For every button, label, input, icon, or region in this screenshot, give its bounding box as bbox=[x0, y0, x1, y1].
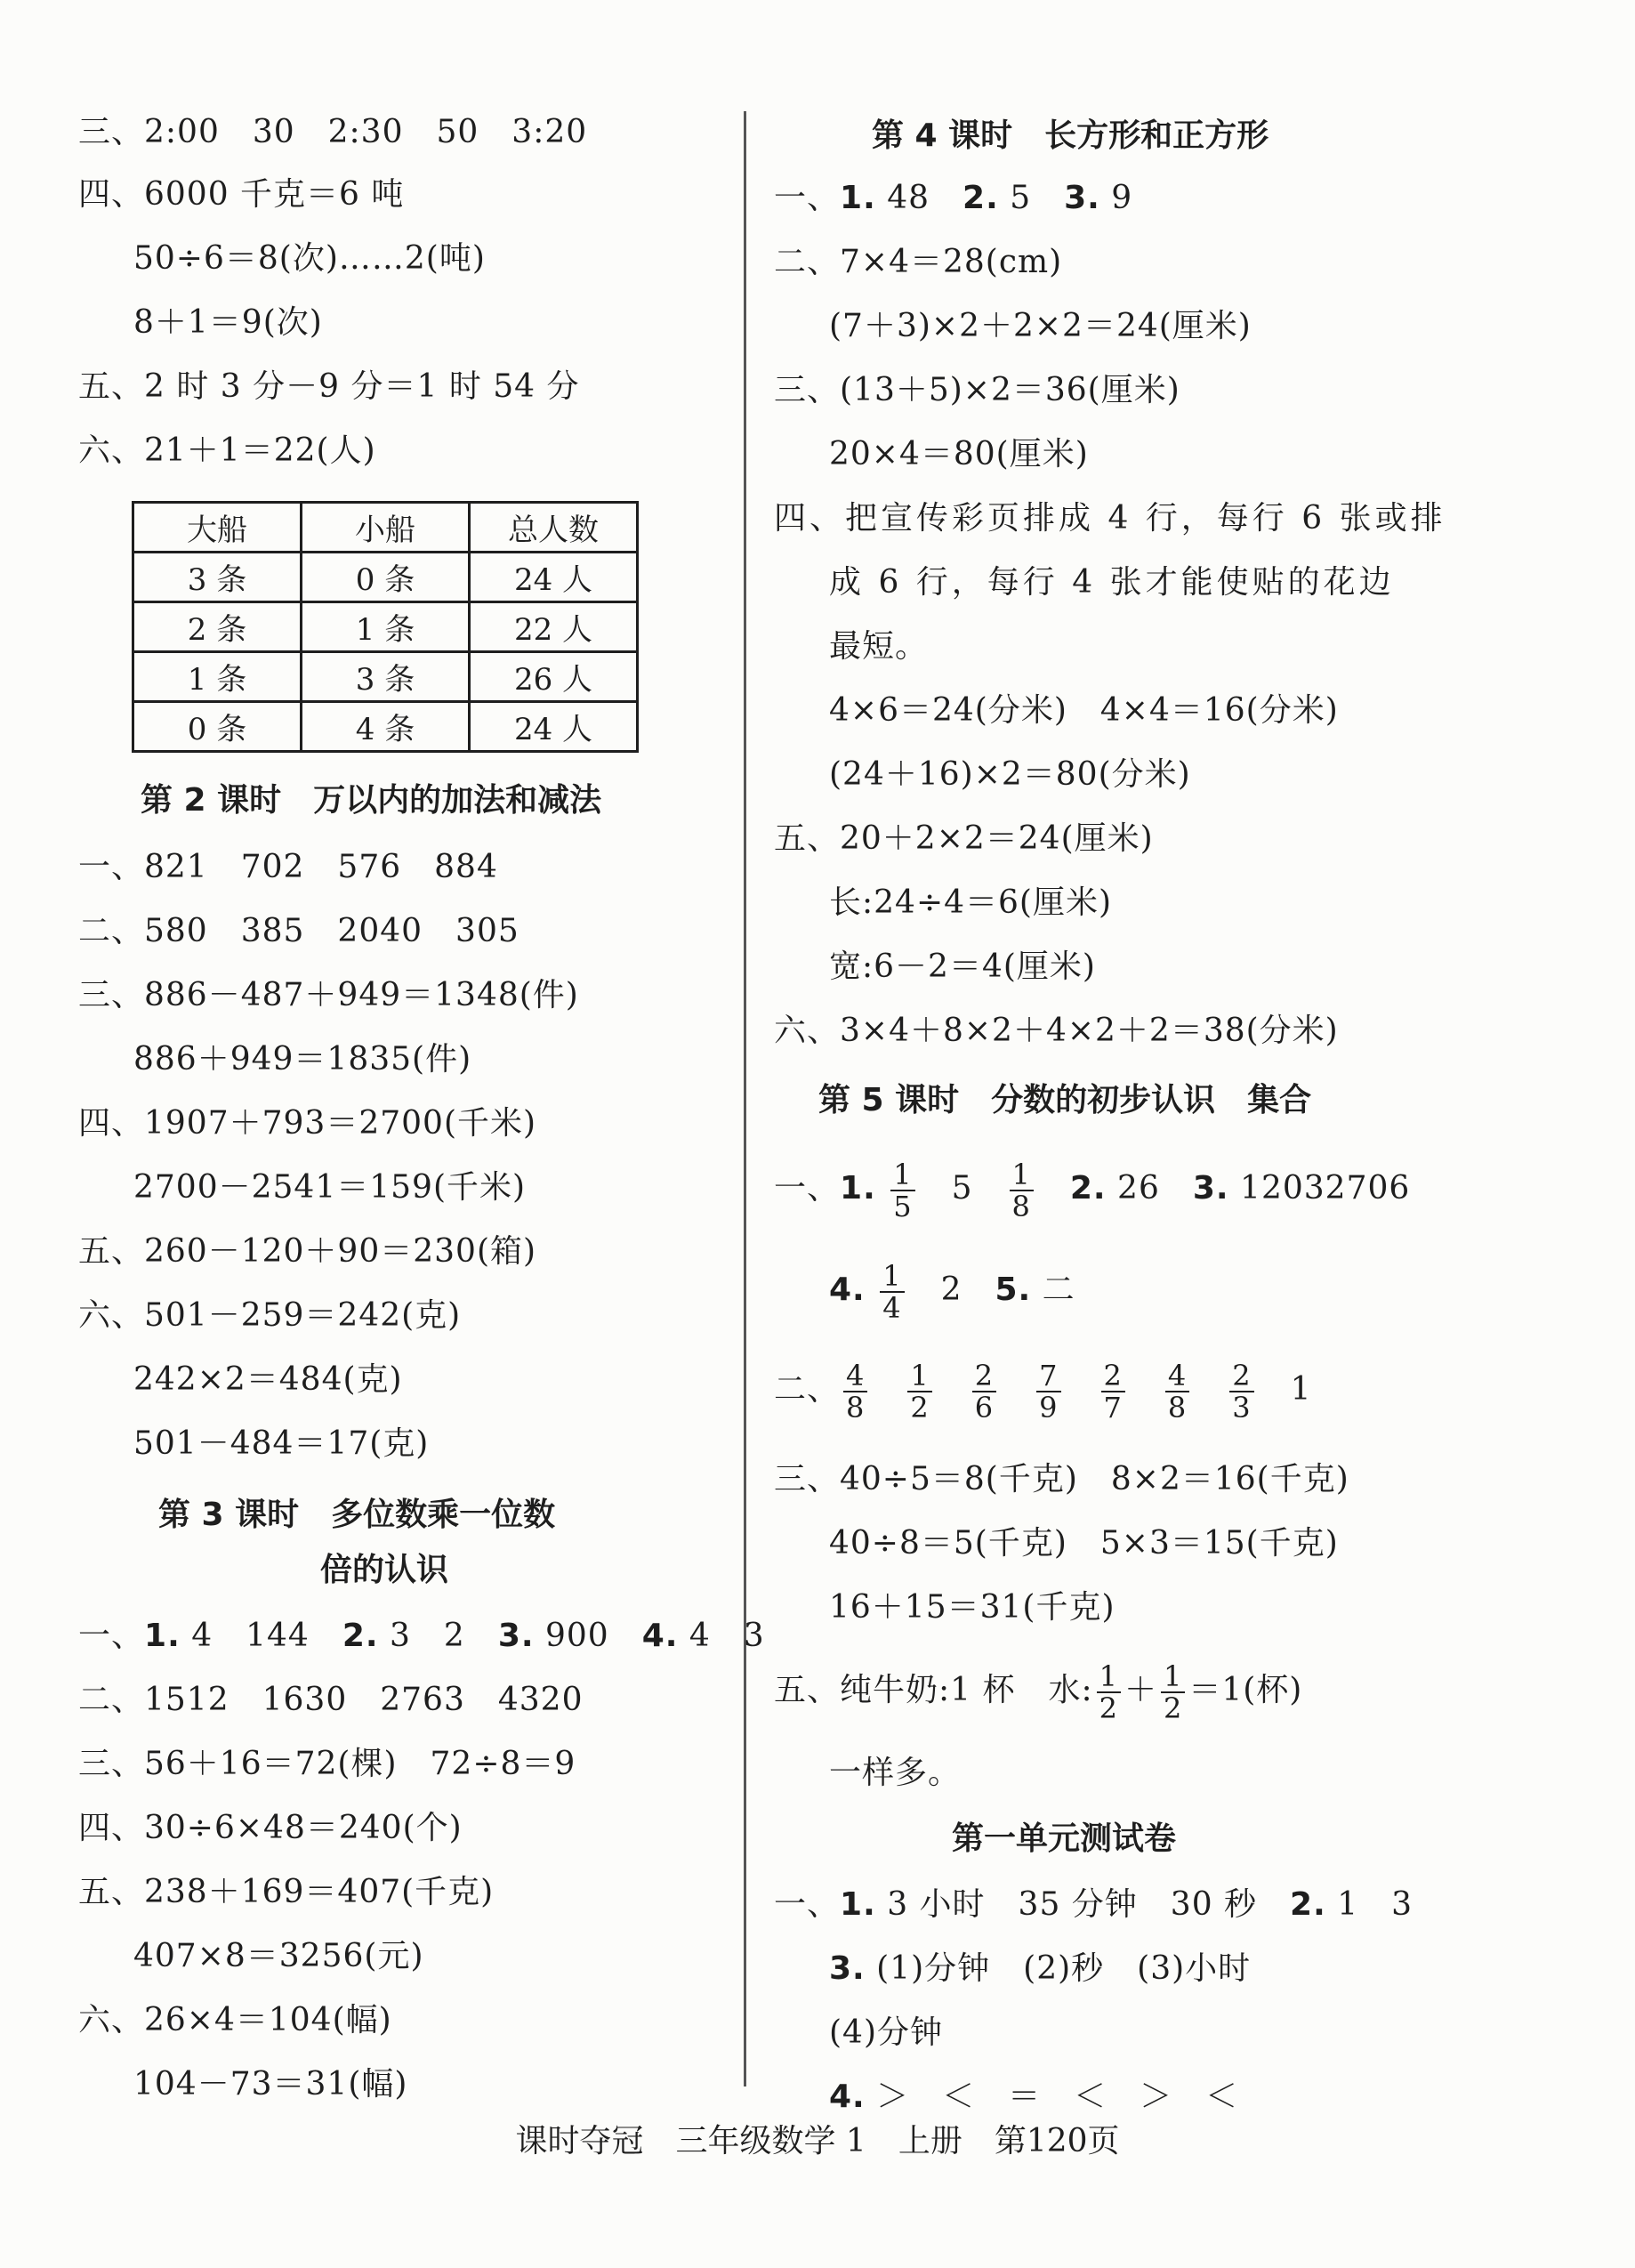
section-heading: 第 3 课时 多位数乘一位数 bbox=[158, 1497, 556, 1533]
item-number: 1. bbox=[840, 1170, 876, 1207]
table-header-cell: 小船 bbox=[302, 503, 470, 553]
table-cell: 2 条 bbox=[133, 602, 302, 652]
fraction: $\frac{7}{9}$ bbox=[1036, 1360, 1060, 1423]
table-cell: 26 人 bbox=[470, 652, 638, 702]
answer-line: 三、886－487＋949＝1348(件) bbox=[78, 977, 579, 1013]
item-number: 3. bbox=[829, 1950, 866, 1987]
boat-table bbox=[132, 501, 639, 753]
table-cell: 3 条 bbox=[302, 652, 470, 702]
answer-line: 16＋15＝31(千克) bbox=[829, 1589, 1116, 1626]
answer-line: 8＋1＝9(次) bbox=[133, 304, 323, 341]
answer-line: 2700－2541＝159(千米) bbox=[133, 1169, 527, 1206]
table-row bbox=[133, 553, 638, 602]
answer-line: 宽:6－2＝4(厘米) bbox=[829, 948, 1096, 985]
answer-line: 成 6 行，每行 4 张才能使贴的花边 bbox=[829, 564, 1395, 601]
item-answer: 5 bbox=[998, 180, 1065, 216]
fraction: $\frac{1}{8}$ bbox=[1010, 1159, 1034, 1222]
table-cell: 4 条 bbox=[302, 702, 470, 752]
answer-line bbox=[829, 1255, 1075, 1326]
item-answer: 二 bbox=[1031, 1271, 1075, 1308]
item-answer: 26 bbox=[1106, 1170, 1193, 1207]
item-answer: 2 bbox=[940, 1271, 962, 1308]
item-answer: 900 bbox=[534, 1618, 642, 1654]
item-number: 4. bbox=[641, 1618, 679, 1654]
table-cell: 1 条 bbox=[302, 602, 470, 652]
section-heading: 第 5 课时 分数的初步认识 集合 bbox=[818, 1082, 1312, 1118]
line-prefix: 五、纯牛奶:1 杯 水: bbox=[774, 1672, 1093, 1708]
item-answer: 1 3 bbox=[1325, 1886, 1414, 1923]
answer-line: 242×2＝484(克) bbox=[133, 1361, 403, 1398]
answer-line: (4)分钟 bbox=[829, 2014, 943, 2051]
item-answer: ＝1(杯) bbox=[1188, 1672, 1303, 1708]
fraction: $\frac{4}{8}$ bbox=[1165, 1360, 1189, 1423]
answer-line bbox=[829, 1949, 1251, 1990]
table-header-row bbox=[133, 503, 638, 553]
item-number: 3. bbox=[497, 1618, 535, 1654]
item-number: 3. bbox=[1064, 180, 1100, 216]
answer-line: 二、7×4＝28(cm) bbox=[774, 244, 1063, 280]
answer-line: 六、501－259＝242(克) bbox=[78, 1297, 462, 1334]
item-answer: ＞ ＜ ＝ ＜ ＞ ＜ bbox=[865, 2078, 1239, 2115]
section-heading: 第 4 课时 长方形和正方形 bbox=[872, 117, 1269, 154]
answer-line: 五、260－120＋90＝230(箱) bbox=[78, 1233, 537, 1270]
answer-line: 104－73＝31(幅) bbox=[133, 2066, 408, 2103]
item-number: 2. bbox=[342, 1618, 379, 1654]
line-prefix: 一、 bbox=[774, 180, 841, 216]
answer-line bbox=[774, 178, 1132, 219]
table-cell: 24 人 bbox=[470, 553, 638, 602]
answer-line: 五、238＋169＝407(千克) bbox=[78, 1874, 495, 1910]
answer-line: 4×6＝24(分米) 4×4＝16(分米) bbox=[829, 692, 1339, 729]
item-answer: 48 bbox=[875, 180, 963, 216]
item-number: 2. bbox=[1069, 1170, 1107, 1207]
answer-line: 三、40÷5＝8(千克) 8×2＝16(千克) bbox=[774, 1461, 1349, 1497]
fraction: $\frac{1}{5}$ bbox=[890, 1159, 914, 1222]
answer-line: (7＋3)×2＋2×2＝24(厘米) bbox=[829, 308, 1252, 344]
answer-line: 四、把宣传彩页排成 4 行，每行 6 张或排 bbox=[774, 500, 1446, 537]
table-cell: 3 条 bbox=[133, 553, 302, 602]
fraction: $\frac{2}{7}$ bbox=[1101, 1360, 1125, 1423]
item-number: 4. bbox=[829, 2078, 866, 2115]
answer-line: 五、2 时 3 分－9 分＝1 时 54 分 bbox=[78, 368, 580, 405]
answer-line: 一样多。 bbox=[829, 1755, 962, 1791]
item-number: 4. bbox=[829, 1271, 866, 1308]
item-number: 2. bbox=[962, 180, 999, 216]
answer-line bbox=[774, 1354, 1312, 1425]
answer-line: 一、821 702 576 884 bbox=[78, 849, 498, 885]
line-prefix: 一、 bbox=[774, 1170, 841, 1207]
answer-line: 二、580 385 2040 305 bbox=[78, 913, 519, 949]
item-answer: 12032706 bbox=[1228, 1170, 1411, 1207]
answer-line bbox=[78, 1616, 765, 1657]
table-cell: 1 条 bbox=[133, 652, 302, 702]
answer-line: 长:24÷4＝6(厘米) bbox=[829, 884, 1113, 921]
fraction: $\frac{1}{2}$ bbox=[1097, 1661, 1121, 1723]
table-header-cell: 总人数 bbox=[470, 503, 638, 553]
line-prefix: 一、 bbox=[78, 1618, 145, 1654]
fraction: $\frac{4}{8}$ bbox=[843, 1360, 867, 1423]
fraction: $\frac{2}{3}$ bbox=[1229, 1360, 1253, 1423]
item-answer: 5 bbox=[951, 1170, 973, 1207]
item-answer: 3 小时 35 分钟 30 秒 bbox=[875, 1886, 1291, 1923]
answer-line: 四、30÷6×48＝240(个) bbox=[78, 1810, 463, 1846]
table-cell: 0 条 bbox=[133, 702, 302, 752]
answer-line: 六、3×4＋8×2＋4×2＋2＝38(分米) bbox=[774, 1013, 1339, 1049]
answer-line: 六、26×4＝104(幅) bbox=[78, 2002, 392, 2038]
line-prefix: 二、 bbox=[774, 1371, 841, 1408]
item-answer: 4 144 bbox=[180, 1618, 342, 1654]
fraction: $\frac{1}{2}$ bbox=[907, 1360, 931, 1423]
answer-line: 六、21＋1＝22(人) bbox=[78, 432, 376, 469]
answer-line: 五、20＋2×2＝24(厘米) bbox=[774, 820, 1154, 857]
answer-line: 407×8＝3256(元) bbox=[133, 1938, 424, 1974]
answer-line: 三、2:00 30 2:30 50 3:20 bbox=[78, 114, 588, 150]
fraction: $\frac{2}{6}$ bbox=[972, 1360, 996, 1423]
table-row bbox=[133, 652, 638, 702]
section-heading: 第 2 课时 万以内的加法和减法 bbox=[141, 782, 602, 819]
table-cell: 22 人 bbox=[470, 602, 638, 652]
line-prefix: 一、 bbox=[774, 1886, 841, 1923]
item-number: 1. bbox=[144, 1618, 181, 1654]
page-footer: 课时夺冠 三年级数学 1 上册 第120页 bbox=[515, 2123, 1120, 2159]
item-number: 2. bbox=[1290, 1886, 1326, 1923]
item-number: 3. bbox=[1192, 1170, 1229, 1207]
answer-line: 50÷6＝8(次)……2(吨) bbox=[133, 240, 486, 277]
answer-line: 40÷8＝5(千克) 5×3＝15(千克) bbox=[829, 1525, 1339, 1562]
answer-line: (24＋16)×2＝80(分米) bbox=[829, 756, 1191, 793]
table-header-cell: 大船 bbox=[133, 503, 302, 553]
answer-line bbox=[829, 2077, 1238, 2118]
fraction: $\frac{1}{2}$ bbox=[1161, 1661, 1185, 1723]
answer-line bbox=[774, 1885, 1413, 1925]
item-answer: 9 bbox=[1099, 180, 1133, 216]
table-cell: 0 条 bbox=[302, 553, 470, 602]
table-cell: 24 人 bbox=[470, 702, 638, 752]
section-heading: 第一单元测试卷 bbox=[952, 1820, 1177, 1857]
answer-line bbox=[774, 1655, 1302, 1726]
answer-line: 最短。 bbox=[829, 628, 929, 665]
answer-line: 二、1512 1630 2763 4320 bbox=[78, 1682, 584, 1718]
item-number: 1. bbox=[840, 1886, 876, 1923]
answer-line: 501－484＝17(克) bbox=[133, 1425, 430, 1462]
item-answer: 4 3 bbox=[678, 1618, 765, 1654]
answer-line: 三、56＋16＝72(棵) 72÷8＝9 bbox=[78, 1746, 576, 1782]
item-answer: (1)分钟 (2)秒 (3)小时 bbox=[865, 1950, 1252, 1987]
item-answer: 1 bbox=[1290, 1371, 1312, 1408]
plus-sign: ＋ bbox=[1124, 1672, 1157, 1708]
answer-line: 三、(13＋5)×2＝36(厘米) bbox=[774, 372, 1180, 408]
answer-line: 四、1907＋793＝2700(千米) bbox=[78, 1105, 537, 1142]
answer-line: 四、6000 千克＝6 吨 bbox=[78, 176, 405, 213]
item-number: 5. bbox=[995, 1271, 1032, 1308]
answer-line: 886＋949＝1835(件) bbox=[133, 1041, 472, 1078]
answer-line: 20×4＝80(厘米) bbox=[829, 436, 1089, 472]
item-number: 1. bbox=[840, 180, 876, 216]
answer-line bbox=[774, 1153, 1410, 1224]
fraction: $\frac{1}{4}$ bbox=[880, 1261, 904, 1323]
table-row bbox=[133, 702, 638, 752]
column-divider bbox=[744, 111, 746, 2086]
section-subheading: 倍的认识 bbox=[320, 1552, 449, 1588]
item-answer: 3 2 bbox=[378, 1618, 498, 1654]
table-row bbox=[133, 602, 638, 652]
